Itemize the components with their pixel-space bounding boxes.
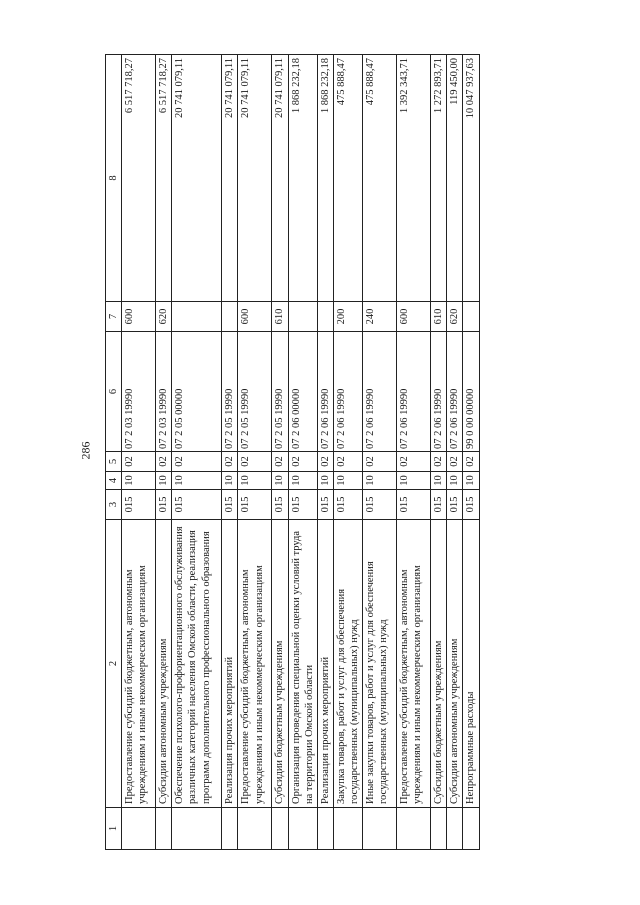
target-article-cell: 07 2 06 19990 xyxy=(397,332,431,452)
column-header: 1 xyxy=(106,808,122,850)
row-number-cell xyxy=(288,808,317,850)
grbs-code-cell: 015 xyxy=(397,490,431,520)
section-code-cell: 10 xyxy=(288,472,317,490)
row-name-cell: Предоставление субсидий бюджетным, автономным учреждениям и иным некоммерческим организациям xyxy=(122,520,156,808)
section-code-cell: 10 xyxy=(272,472,288,490)
row-name-cell: Субсидии бюджетным учреждениям xyxy=(431,520,447,808)
table-row xyxy=(431,55,447,850)
table-row xyxy=(363,55,397,850)
section-code-cell: 10 xyxy=(156,472,172,490)
row-name-cell: Иные закупки товаров, работ и услуг для обеспечения государственных (муниципальных) нужд xyxy=(363,520,397,808)
table-row xyxy=(238,55,272,850)
target-article-cell: 07 2 03 19990 xyxy=(156,332,172,452)
target-article-cell: 07 2 05 19990 xyxy=(238,332,272,452)
target-article-cell: 99 0 00 00000 xyxy=(463,332,479,452)
target-article-cell: 07 2 03 19990 xyxy=(122,332,156,452)
budget-table xyxy=(105,54,480,850)
row-name-cell: Предоставление субсидий бюджетным, автономным учреждениям и иным некоммерческим организациям xyxy=(238,520,272,808)
subsection-code-cell: 02 xyxy=(288,452,317,472)
expense-type-cell: 240 xyxy=(363,302,397,332)
target-article-cell: 07 2 06 00000 xyxy=(288,332,317,452)
page-number: 286 xyxy=(78,441,93,460)
amount-cell: 6 517 718,27 xyxy=(122,55,156,302)
amount-cell: 20 741 079,11 xyxy=(272,55,288,302)
row-number-cell xyxy=(272,808,288,850)
row-number-cell xyxy=(172,808,222,850)
amount-cell: 475 888,47 xyxy=(363,55,397,302)
subsection-code-cell: 02 xyxy=(238,452,272,472)
table-row xyxy=(122,55,156,850)
row-name-cell: Реализация прочих мероприятий xyxy=(222,520,238,808)
expense-type-cell xyxy=(463,302,479,332)
subsection-code-cell: 02 xyxy=(397,452,431,472)
table-row xyxy=(288,55,317,850)
column-header: 5 xyxy=(106,452,122,472)
subsection-code-cell: 02 xyxy=(463,452,479,472)
amount-cell: 119 450,00 xyxy=(447,55,463,302)
row-name-cell: Субсидии автономным учреждениям xyxy=(447,520,463,808)
expense-type-cell: 620 xyxy=(447,302,463,332)
column-header: 2 xyxy=(106,520,122,808)
subsection-code-cell: 02 xyxy=(122,452,156,472)
grbs-code-cell: 015 xyxy=(317,490,333,520)
subsection-code-cell: 02 xyxy=(156,452,172,472)
amount-cell: 20 741 079,11 xyxy=(238,55,272,302)
column-header: 4 xyxy=(106,472,122,490)
column-header: 3 xyxy=(106,490,122,520)
row-number-cell xyxy=(397,808,431,850)
subsection-code-cell: 02 xyxy=(431,452,447,472)
subsection-code-cell: 02 xyxy=(447,452,463,472)
row-number-cell xyxy=(363,808,397,850)
grbs-code-cell: 015 xyxy=(333,490,362,520)
row-number-cell xyxy=(333,808,362,850)
header-row xyxy=(106,55,122,850)
table-row xyxy=(156,55,172,850)
amount-cell: 1 392 343,71 xyxy=(397,55,431,302)
grbs-code-cell: 015 xyxy=(363,490,397,520)
expense-type-cell: 600 xyxy=(122,302,156,332)
target-article-cell: 07 2 06 19990 xyxy=(363,332,397,452)
grbs-code-cell: 015 xyxy=(238,490,272,520)
target-article-cell: 07 2 06 19990 xyxy=(431,332,447,452)
row-number-cell xyxy=(222,808,238,850)
expense-type-cell xyxy=(317,302,333,332)
amount-cell: 1 272 893,71 xyxy=(431,55,447,302)
amount-cell: 1 868 232,18 xyxy=(317,55,333,302)
row-name-cell: Субсидии бюджетным учреждениям xyxy=(272,520,288,808)
row-name-cell: Непрограммные расходы xyxy=(463,520,479,808)
row-name-cell: Субсидии автономным учреждениям xyxy=(156,520,172,808)
row-name-cell: Предоставление субсидий бюджетным, автономным учреждениям и иным некоммерческим организациям xyxy=(397,520,431,808)
section-code-cell: 10 xyxy=(317,472,333,490)
subsection-code-cell: 02 xyxy=(363,452,397,472)
expense-type-cell: 610 xyxy=(431,302,447,332)
expense-type-cell: 610 xyxy=(272,302,288,332)
section-code-cell: 10 xyxy=(238,472,272,490)
grbs-code-cell: 015 xyxy=(222,490,238,520)
grbs-code-cell: 015 xyxy=(156,490,172,520)
row-number-cell xyxy=(317,808,333,850)
row-name-cell: Организация проведения специальной оценки условий труда на территории Омской области xyxy=(288,520,317,808)
table-row xyxy=(222,55,238,850)
target-article-cell: 07 2 05 19990 xyxy=(272,332,288,452)
table-row xyxy=(397,55,431,850)
expense-type-cell: 600 xyxy=(238,302,272,332)
column-header: 7 xyxy=(106,302,122,332)
target-article-cell: 07 2 06 19990 xyxy=(333,332,362,452)
grbs-code-cell: 015 xyxy=(272,490,288,520)
grbs-code-cell: 015 xyxy=(172,490,222,520)
section-code-cell: 10 xyxy=(122,472,156,490)
target-article-cell: 07 2 05 00000 xyxy=(172,332,222,452)
grbs-code-cell: 015 xyxy=(431,490,447,520)
column-header: 6 xyxy=(106,332,122,452)
section-code-cell: 10 xyxy=(463,472,479,490)
table-row xyxy=(463,55,479,850)
grbs-code-cell: 015 xyxy=(447,490,463,520)
amount-cell: 1 868 232,18 xyxy=(288,55,317,302)
target-article-cell: 07 2 06 19990 xyxy=(317,332,333,452)
expense-type-cell xyxy=(288,302,317,332)
section-code-cell: 10 xyxy=(172,472,222,490)
table-row xyxy=(272,55,288,850)
row-number-cell xyxy=(463,808,479,850)
row-number-cell xyxy=(431,808,447,850)
rotated-table-area xyxy=(105,55,539,850)
table-row xyxy=(333,55,362,850)
amount-cell: 6 517 718,27 xyxy=(156,55,172,302)
section-code-cell: 10 xyxy=(333,472,362,490)
row-number-cell xyxy=(122,808,156,850)
expense-type-cell: 600 xyxy=(397,302,431,332)
expense-type-cell xyxy=(172,302,222,332)
expense-type-cell xyxy=(222,302,238,332)
column-header: 8 xyxy=(106,55,122,302)
table-row xyxy=(172,55,222,850)
amount-cell: 20 741 079,11 xyxy=(222,55,238,302)
expense-type-cell: 620 xyxy=(156,302,172,332)
subsection-code-cell: 02 xyxy=(333,452,362,472)
amount-cell: 20 741 079,11 xyxy=(172,55,222,302)
table-row xyxy=(317,55,333,850)
target-article-cell: 07 2 05 19990 xyxy=(222,332,238,452)
row-number-cell xyxy=(447,808,463,850)
amount-cell: 10 047 937,63 xyxy=(463,55,479,302)
subsection-code-cell: 02 xyxy=(172,452,222,472)
amount-cell: 475 888,47 xyxy=(333,55,362,302)
row-number-cell xyxy=(156,808,172,850)
row-number-cell xyxy=(238,808,272,850)
target-article-cell: 07 2 06 19990 xyxy=(447,332,463,452)
subsection-code-cell: 02 xyxy=(317,452,333,472)
row-name-cell: Обеспечение психолого-профориентационного обслуживания различных категорий населения Омской области, реализация программ дополнительного профессионального образования xyxy=(172,520,222,808)
row-name-cell: Закупка товаров, работ и услуг для обеспечения государственных (муниципальных) нужд xyxy=(333,520,362,808)
section-code-cell: 10 xyxy=(447,472,463,490)
grbs-code-cell: 015 xyxy=(463,490,479,520)
row-name-cell: Реализация прочих мероприятий xyxy=(317,520,333,808)
section-code-cell: 10 xyxy=(397,472,431,490)
subsection-code-cell: 02 xyxy=(222,452,238,472)
expense-type-cell: 200 xyxy=(333,302,362,332)
section-code-cell: 10 xyxy=(431,472,447,490)
subsection-code-cell: 02 xyxy=(272,452,288,472)
section-code-cell: 10 xyxy=(222,472,238,490)
section-code-cell: 10 xyxy=(363,472,397,490)
grbs-code-cell: 015 xyxy=(122,490,156,520)
table-row xyxy=(447,55,463,850)
grbs-code-cell: 015 xyxy=(288,490,317,520)
